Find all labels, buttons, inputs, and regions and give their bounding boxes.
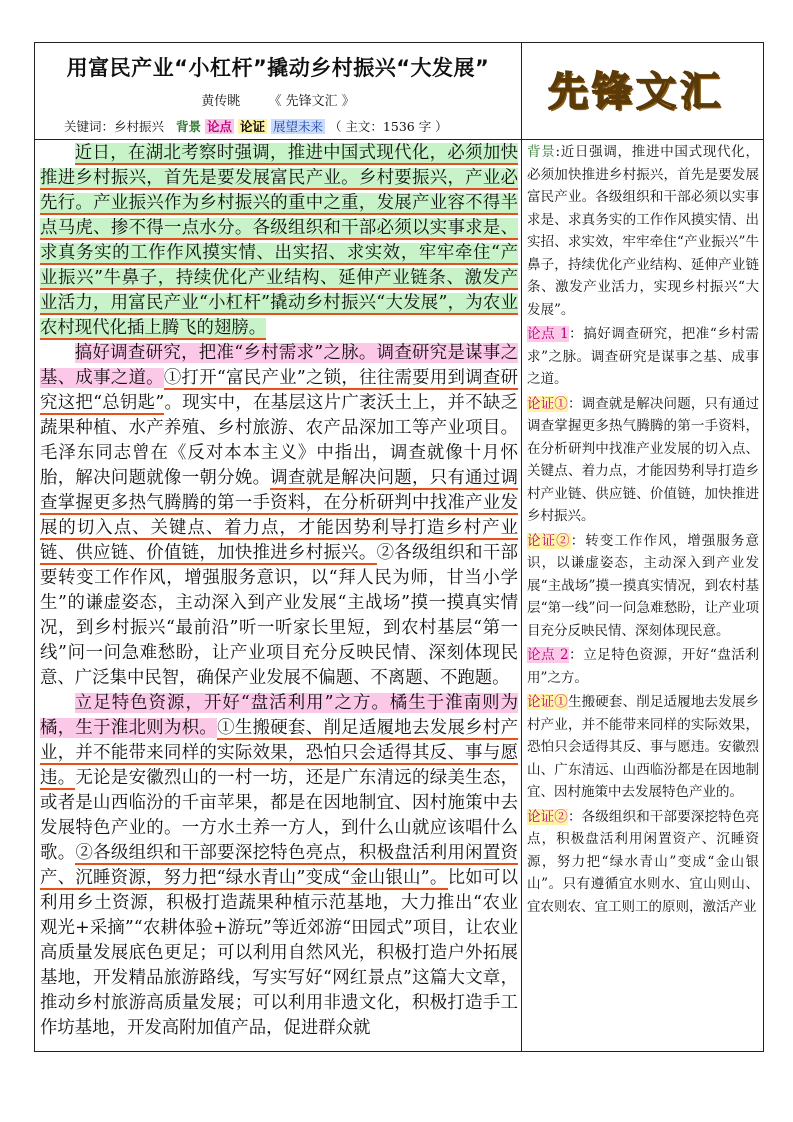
legend-background: 背景 bbox=[175, 119, 201, 134]
note-argument-1-label: 论证① bbox=[527, 395, 568, 412]
background-highlight: 近日，在湖北考察时强调，推进中国式现代化，必须加快推进乡村振兴，首先是要发展富民产业。乡村要振兴，产业必先行。产业振兴作为乡村振兴的重中之重，发展产业容不得半点马虎、掺不得一点水分。各级组织和干部必须以实事求是、求真务实的工作作风摸实情、出实招、求实效，牢牢牵住“产业振兴”牛鼻子，持续优化产业结构、延伸产业链条、激发产业活力，用富民产业“小杠杆”撬动乡村振兴“大发展”，为农业农村现代化插上腾飞的翅膀。 bbox=[40, 143, 518, 338]
author-name: 黄传眺 bbox=[201, 94, 241, 109]
argument-2-text: ②各级组织和干部要转变工作作风，增强服务意识，以“拜人民为师，甘当小学生”的谦虚姿态，主动深入到产业发展“主战场”摸一摸真实情况，到乡村振兴“最前沿”听一听家长里短，到农村基层“第一线”问一问急难愁盼，让产业项目充分反映民情、深刻体现民意、广泛集中民智，确保产业发展不偏题、不离题、不跑题。 bbox=[40, 543, 518, 688]
note-point-2-label: 论点 2 bbox=[527, 647, 569, 663]
note-argument-3-label: 论证① bbox=[527, 694, 568, 710]
argument-3-underline: ①生搬硬套、削足适履地去发展乡村产业，并不能带来同样的实际效果，恐怕只会适得其反、事与愿违。 bbox=[40, 718, 518, 788]
point-2-highlight: 立足特色资源，开好“盘活利用”之方。橘生于淮南则为橘，生于淮北则为枳。 bbox=[40, 693, 518, 738]
note-point-2 bbox=[527, 644, 759, 689]
paragraph-3 bbox=[40, 691, 518, 1041]
column-divider bbox=[521, 42, 522, 1052]
argument-1-underline: ①打开“富民产业”之锁，往往需要用到调查研究这把“总钥匙” bbox=[40, 368, 518, 413]
note-argument-1-text: ：调查就是解决问题，只有通过调查掌握更多热气腾腾的第一手资料，在分析研判中找准产业发展的切入点、关键点、着力点，才能因势利导打造乡村产业链、供应链、价值链，加快推进乡村振兴。 bbox=[527, 395, 759, 524]
paragraph-2-body: 。现实中，在基层这片广袤沃土上，并不缺乏蔬果种植、水产养殖、乡村旅游、农产品深加工等产业项目。毛泽东同志曾在《反对本本主义》中指出，调查就像十月怀胎，解决问题就像一朝分娩。 bbox=[40, 393, 518, 488]
note-point-1-label: 论点 1 bbox=[527, 326, 569, 342]
note-argument-2-label: 论证② bbox=[527, 532, 571, 549]
keywords-line bbox=[64, 117, 520, 135]
note-argument-4-text: ：各级组织和干部要深挖特色亮点，积极盘活利用闲置资产、沉睡资源，努力把“绿水青山”变成“金山银山”。只有遵循宜水则水、宜山则山、宜农则农、宜工则工的原则，激活产业 bbox=[527, 808, 759, 915]
note-point-1-text: ：搞好调查研究，把准“乡村需求”之脉。调查研究是谋事之基、成事之道。 bbox=[527, 326, 759, 387]
paragraph-3-rest: 比如可以利用乡土资源，积极打造蔬果种植示范基地，大力推出“农业观光+采摘”“农耕体验+游玩”等近郊游“田园式”项目，让农业高质量发展底色更足；可以利用自然风光，积极打造户外拓展基地，开发精品旅游路线，写实写好“网红景点”这篇大文章，推动乡村旅游高质量发展；可以利用非遗文化，积极打造手工作坊基地，开发高附加值产品，促进群众就 bbox=[40, 868, 518, 1038]
paragraph-2 bbox=[40, 341, 518, 691]
note-argument-4-label: 论证② bbox=[527, 808, 568, 825]
main-text-column bbox=[40, 141, 518, 1046]
article-title: 用富民产业“小杠杆”撬动乡村振兴“大发展” bbox=[66, 56, 490, 80]
note-argument-3 bbox=[527, 691, 759, 804]
argument-4-underline: ②各级组织和干部要深挖特色亮点，积极盘活利用闲置资产、沉睡资源，努力把“绿水青山”变成“金山银山”。 bbox=[40, 843, 518, 888]
keywords-prefix: 关键词：乡村振兴 bbox=[64, 119, 165, 134]
header-divider bbox=[34, 139, 764, 140]
banner-logo: 先锋文汇 bbox=[548, 69, 724, 115]
note-background-text: :近日强调，推进中国式现代化，必须加快推进乡村振兴，首先是要发展富民产业。各级组织和干部必须以实事求是、求真务实的工作作风摸实情、出实招、求实效，牢牢牵住“产业振兴”牛鼻子，持续优化产业结构、延伸产业链条、激发产业活力，实现乡村振兴“大发展”。 bbox=[527, 144, 759, 318]
note-argument-2 bbox=[527, 530, 759, 643]
note-argument-4 bbox=[527, 806, 759, 919]
note-point-2-text: ：立足特色资源，开好“盘活利用”之方。 bbox=[527, 647, 759, 686]
source-name: 《 先锋文汇 》 bbox=[268, 94, 355, 109]
note-point-1 bbox=[527, 323, 759, 391]
note-argument-1 bbox=[527, 393, 759, 528]
note-argument-3-text: 生搬硬套、削足适履地去发展乡村产业，并不能带来同样的实际效果，恐怕只会适得其反、事与愿违。安徽烈山、广东清远、山西临汾都是在因地制宜、因村施策中去发展特色产业的。 bbox=[527, 694, 759, 800]
note-background bbox=[527, 141, 759, 321]
legend-argument: 论证 bbox=[239, 119, 265, 134]
legend-future: 展望未来 bbox=[272, 119, 323, 134]
argument-1-conclusion: 调查就是解决问题，只有通过调查掌握更多热气腾腾的第一手资料，在分析研判中找准产业发展的切入点、关键点、着力点，才能因势利导打造乡村产业链、供应链、价值链，加快推进乡村振兴。 bbox=[40, 468, 518, 563]
note-background-label: 背景 bbox=[527, 144, 556, 160]
annotation-column bbox=[527, 141, 759, 1046]
paragraph-1 bbox=[40, 141, 518, 341]
author-line bbox=[36, 90, 520, 109]
legend-point: 论点 bbox=[206, 119, 232, 134]
paragraph-3-body: 无论是安徽烈山的一村一坊，还是广东清远的绿美生态，或者是山西临汾的千亩苹果，都是在因地制宜、因村施策中去发展特色产业的。一方水土养一方人，到什么山就应该唱什么歌。 bbox=[40, 768, 518, 863]
word-count: （ 主文：1536 字 ） bbox=[328, 119, 448, 134]
point-1-highlight: 搞好调查研究，把准“乡村需求”之脉。调查研究是谋事之基、成事之道。 bbox=[40, 343, 518, 388]
note-argument-2-text: ：转变工作作风，增强服务意识，以谦虚姿态，主动深入到产业发展“主战场”摸一摸真实情况，到农村基层“第一线”问一问急难愁盼，让产业项目充分反映民情、深刻体现民意。 bbox=[527, 532, 759, 639]
